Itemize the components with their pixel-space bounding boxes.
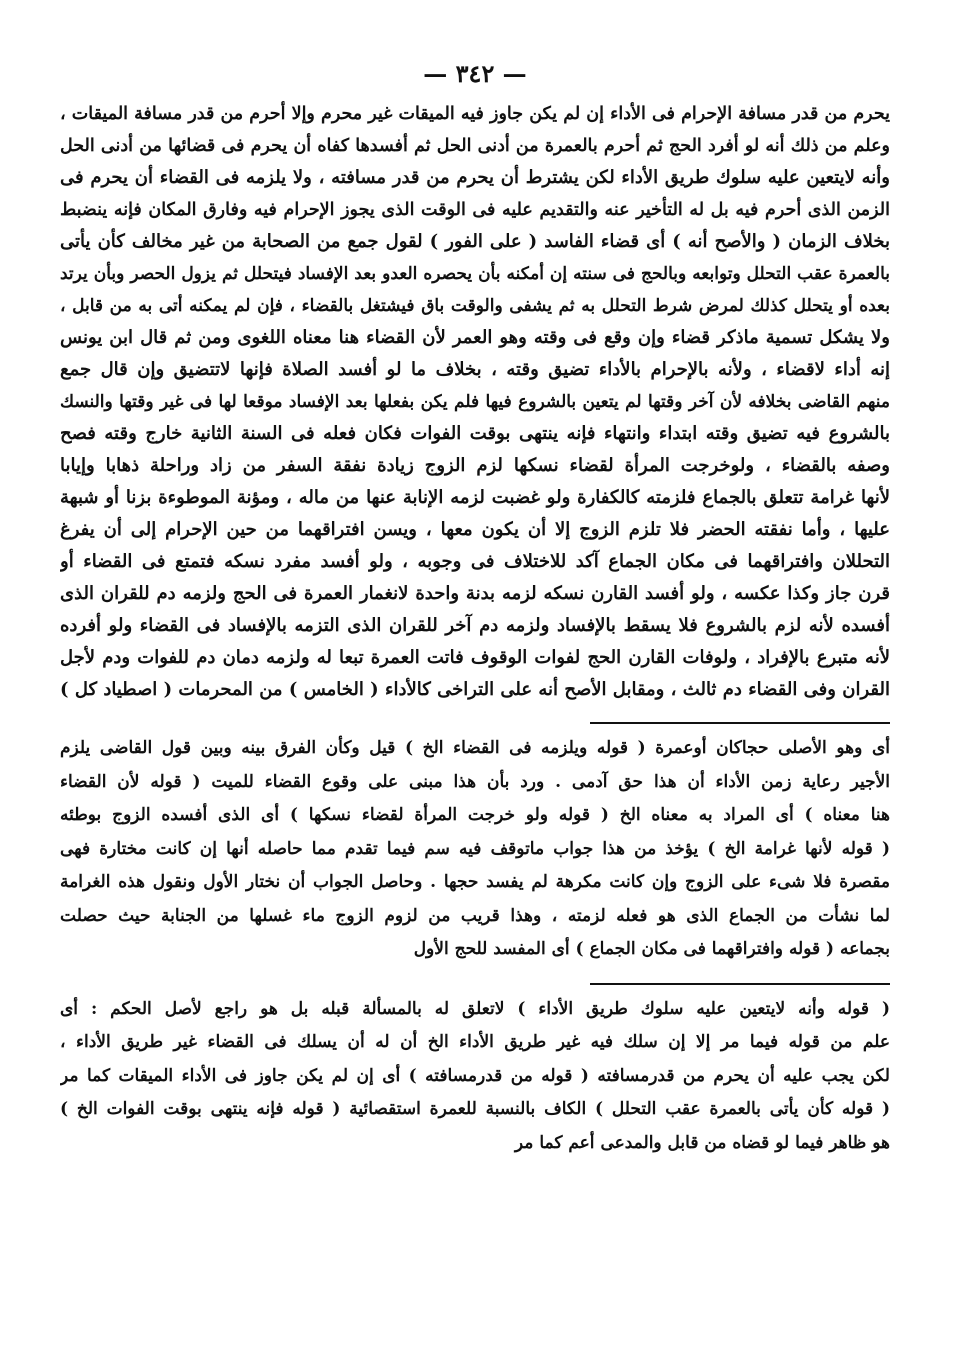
main-line: وعلم من ذلك أنه لو أفرد الحج ثم أحرم بالعمرة من أدنى الحل ثم أفسدها كفاه أن يحرم فى قضائها من أدنى الحل: [60, 136, 890, 156]
main-line: بالعمرة عقب التحلل وتوابعه وبالحج فى سنته إن أمكنه بأن يحصره العدو بعد الإفساد فيتحلل ثم يزول الحصر وبأن يرتد: [60, 264, 890, 284]
main-line: القران وفى القضاء دم ثالث ، ومقابل الأصح أنه على التراخى كالأداء ( الخامس ) من المحرمات ( اصطياد كل ): [60, 679, 890, 700]
main-line: التحللان وافتراقهما فى مكان الجماع آكد للاختلاف فى وجوبه ، ولو أفسد مفرد نسكه فتمتع فى القضاء أو: [60, 551, 890, 572]
main-text: [60, 98, 890, 706]
footnote-line: الأجير رعاية زمن الأداء أن هذا حق آدمى . ورد بأن هذا مبنى على وقوع القضاء للميت ( قوله لأن القضاء: [60, 771, 890, 792]
footnote-line: ( قوله لأنها غرامة الخ ) يؤخذ من هذا جواب ماتوقف فيه سم فيما تقدم مما حاصله أنها إن كانت مختارة فهى: [60, 838, 890, 859]
footnote-section-2: [60, 993, 890, 1161]
footnote-line: ( قوله كأن يأتى بالعمرة عقب التحلل ) الكاف بالنسبة للعمرة استقصائية ( قوله فإنه ينتهى بوقت الفوات الخ ): [60, 1099, 890, 1119]
main-line: إنه أداء لاقضاء ، ولأنه بالإحرام بالأداء تضيق وقته ، بخلاف ما لو أفسد الصلاة فإنها لاتتضيق وإن قال جمع: [60, 359, 890, 380]
footnote-line: أى وهو الأصلى حجاكان أوعمرة ( قوله ويلزمه فى القضاء الخ ) قيل وكأن الفرق بينه وبين قول القاضى يلزم: [60, 738, 890, 758]
footnote-line: مقصرة فلا شىء على الزوج وإن كانت مكرهة لم يفسد حجها . وحاصل الجواب أن نختار الأول ونقول هذه الغرامة: [60, 872, 890, 892]
footnote-line: علم من قوله فيما مر إلا إن سلك فيه غير طريق الأداء الخ أن له أن يسلك فى القضاء غير طريق الأداء ،: [60, 1032, 890, 1052]
main-line: عليها ، وأما نفقته الحضر فلا تلزم الزوج إلا أن يكون معها ، ويسن افتراقهما من حين الإحرام إلى أن يفرغ: [60, 519, 890, 540]
main-line: أفسده لأنه لزم بالشروع فلا يسقط بالإفساد ولزمه دم آخر للقران الذى التزمه بالإفساد فى القضاء ولو أفرده: [60, 615, 890, 636]
footnote-line: لما نشأت من الجماع الذى هو فعله لزمته ، وهذا قريب من لزوم الزوج ماء غسلها من الجنابة حيث حصلت: [60, 905, 890, 926]
page: [60, 52, 890, 1328]
main-line: بعده أو يتحلل كذلك لمرض شرط التحلل به ثم يشفى والوقت باق فيشتغل بالقضاء ، فإن لم يمكنه أتى به من قابل ،: [60, 296, 890, 316]
main-line: يحرم من قدر مسافة الإحرام فى الأداء إن لم يكن جاوز فيه الميقات غير محرم وإلا أحرم من قدر مسافة الميقات ،: [60, 104, 890, 124]
page-number: — ٣٤٢ —: [423, 59, 527, 88]
footnote-line: بجماعه ( قوله وافتراقهما فى مكان الجماع ) أى المفسد للحج الأول: [413, 939, 890, 959]
footnote-line: لكن يجب عليه أن يحرم من قدرمسافته ( قوله من قدرمسافته ) أى إن لم يكن جاوز فى الأداء الميقات كما مر: [60, 1065, 890, 1086]
main-line: وصفه بالقضاء ، ولوخرجت المرأة لقضاء نسكها لزم الزوج زيادة نفقة السفر من زاد وراحلة ذهابا وإيابا: [60, 455, 890, 476]
footnote-line: ( قوله وأنه لايتعين عليه سلوك طريق الأداء ) لاتعلق له بالمسألة قبله بل هو راجع لأصل الحكم : أى: [60, 998, 890, 1019]
footnote-section-1: [60, 732, 890, 967]
footnote-divider: [590, 722, 890, 724]
main-line: بخلاف الزمان ( والأصح أنه ) أى قضاء الفاسد ( على الفور ) لقول جمع من الصحابة من غير مخالف كأن يأتى: [60, 231, 890, 252]
main-line: لأنه متبرع بالإفراد ، ولوفات القارن الحج لفوات الوقوف فاتت العمرة تبعا له ولزمه دمان دم للفوات ودم لأجل: [60, 647, 890, 668]
footnote-divider: [590, 983, 890, 985]
main-line: بالشروع فيه تضيق وقته ابتداء وانتهاء فإنه ينتهى بوقت الفوات فكان فعله فى السنة الثانية خارج وقته فصح: [60, 423, 890, 444]
main-line: قرن جاز وكذا عكسه ، ولو أفسد القارن نسكه لزمه بدنة واحدة لانغمار العمرة فى الحج ولزمه دم للقران الذى: [60, 583, 890, 604]
main-line: الزمن الذى أحرم فيه بل له التأخير عنه والتقديم عليه فى الوقت الذى يجوز الإحرام فيه وفارق المكان فإنه ينضبط: [60, 200, 890, 220]
footnote-line: هو ظاهر فيما لو قضاه من قابل والمدعى أعم كما مر: [514, 1132, 890, 1153]
main-line: وأنه لايتعين عليه سلوك طريق الأداء لكن يشترط أن يحرم من قدر مسافته ، ولا يلزمه فى القضاء أن يحرم فى: [60, 167, 890, 188]
main-line: لأنها غرامة تتعلق بالجماع فلزمته كالكفارة ولو غضبت لزمه الإنابة عنها من ماله ، ومؤنة الموطوءة بزنا أو شبهة: [60, 487, 890, 508]
footnote-line: هنا معناه ) أى المراد به معناه الخ ( قوله ولو خرجت المرأة لقضاء نسكها ) أى الذى أفسده الزوج بوطئه: [60, 805, 890, 825]
main-line: ولا يشكل تسمية ماذكر قضاء وإن وقع فى وقته وهو العمر لأن القضاء هنا معناه اللغوى ومن ثم قال ابن يونس: [60, 327, 890, 348]
main-line: منهم القاضى بخلافه لأن آخر وقتها لم يتعين بالشروع فيها فلم يكن بفعلها بعد الإفساد موقعا لها فى غير وقتها والنسك: [60, 392, 890, 412]
